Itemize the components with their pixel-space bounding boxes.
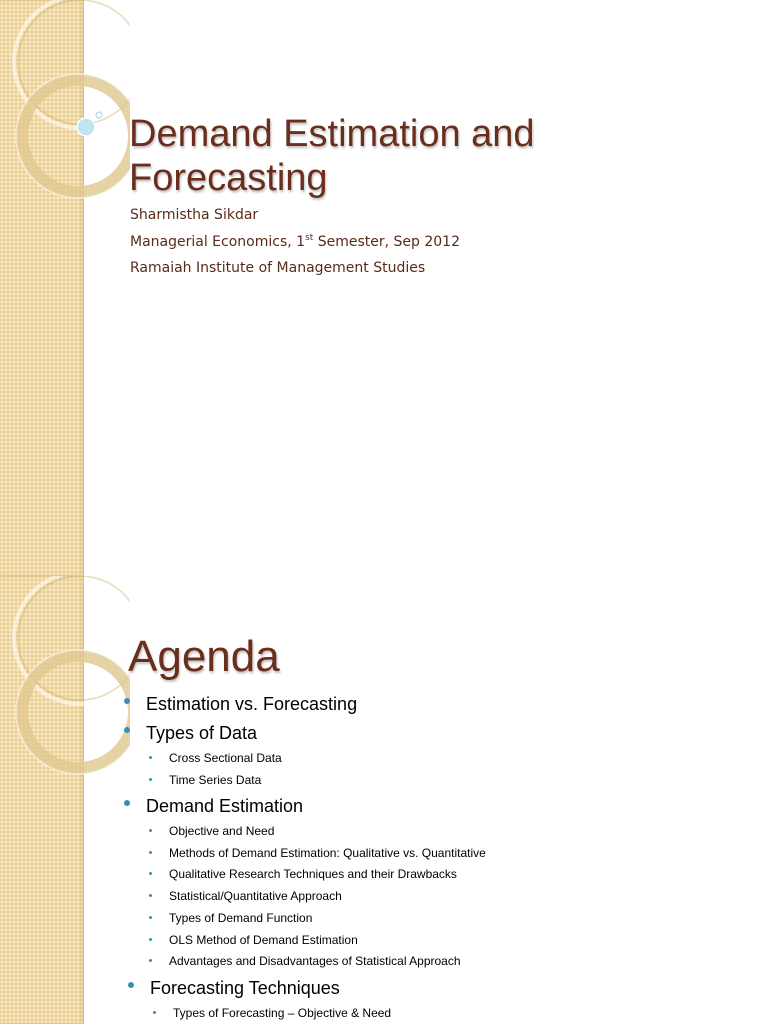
- institute-name: Ramaiah Institute of Management Studies: [130, 260, 426, 276]
- bullet-icon: [149, 916, 152, 919]
- agenda-subitem-text: Cross Sectional Data: [169, 751, 282, 765]
- bullet-icon: [149, 851, 152, 854]
- agenda-title: Agenda: [128, 632, 280, 681]
- agenda-item: [146, 795, 303, 817]
- bullet-icon: [149, 778, 152, 781]
- bullet-icon: [149, 894, 152, 897]
- bullet-icon: [124, 800, 130, 806]
- course-info: [130, 232, 730, 259]
- agenda-subitem-text: Advantages and Disadvantages of Statistical Approach: [169, 954, 461, 968]
- agenda-item: [150, 977, 340, 999]
- slide-title: [129, 112, 729, 200]
- bullet-icon: [128, 982, 134, 988]
- course-info-prefix: Managerial Economics, 1: [130, 233, 306, 250]
- course-info-suffix: Semester, Sep 2012: [313, 233, 461, 250]
- agenda-subitem: [169, 772, 261, 788]
- agenda-subitem: [169, 932, 358, 948]
- agenda-subitem: [169, 845, 486, 861]
- agenda-subitem-text: Objective and Need: [169, 824, 275, 838]
- agenda-subitem-text: Time Series Data: [169, 773, 262, 787]
- course-info-superscript: st: [305, 232, 314, 243]
- bullet-icon: [153, 1011, 156, 1014]
- agenda-subitem-text: Qualitative Research Techniques and their Drawbacks: [169, 867, 457, 881]
- agenda-subitem: [169, 888, 342, 904]
- agenda-subitem: [169, 953, 461, 969]
- agenda-slide: [0, 576, 768, 1024]
- agenda-subitem: [173, 1005, 391, 1021]
- agenda-item-text: Estimation vs. Forecasting: [146, 694, 358, 714]
- agenda-subitem-text: OLS Method of Demand Estimation: [169, 933, 358, 947]
- agenda-subitem-text: Types of Forecasting – Objective & Need: [173, 1006, 392, 1020]
- agenda-subitem-text: Types of Demand Function: [169, 911, 313, 925]
- bullet-icon: [149, 959, 152, 962]
- agenda-subitem-text: Methods of Demand Estimation: Qualitative vs. Quantitative: [169, 846, 486, 860]
- bullet-icon: [149, 829, 152, 832]
- bullet-icon: [149, 938, 152, 941]
- agenda-subitem: [169, 823, 274, 839]
- agenda-item: [146, 693, 357, 715]
- decorative-rings-graphic: [0, 0, 130, 200]
- slide-subtitle: [130, 205, 730, 285]
- agenda-subitem-text: Statistical/Quantitative Approach: [169, 889, 342, 903]
- bullet-icon: [149, 872, 152, 875]
- agenda-subitem: [169, 910, 312, 926]
- agenda-item-text: Demand Estimation: [146, 796, 304, 816]
- agenda-subitem: [169, 866, 457, 882]
- agenda-item-text: Forecasting Techniques: [150, 978, 340, 998]
- slide-title-line-1: Demand Estimation and: [129, 113, 535, 155]
- agenda-subitem: [169, 750, 282, 766]
- bullet-icon: [149, 756, 152, 759]
- slide-title-line-2: Forecasting: [129, 157, 328, 199]
- agenda-list: [0, 576, 768, 1024]
- bullet-icon: [124, 727, 130, 733]
- agenda-item: [146, 722, 257, 744]
- author-name: Sharmistha Sikdar: [130, 207, 259, 223]
- agenda-item-text: Types of Data: [146, 723, 258, 743]
- bullet-icon: [124, 698, 130, 704]
